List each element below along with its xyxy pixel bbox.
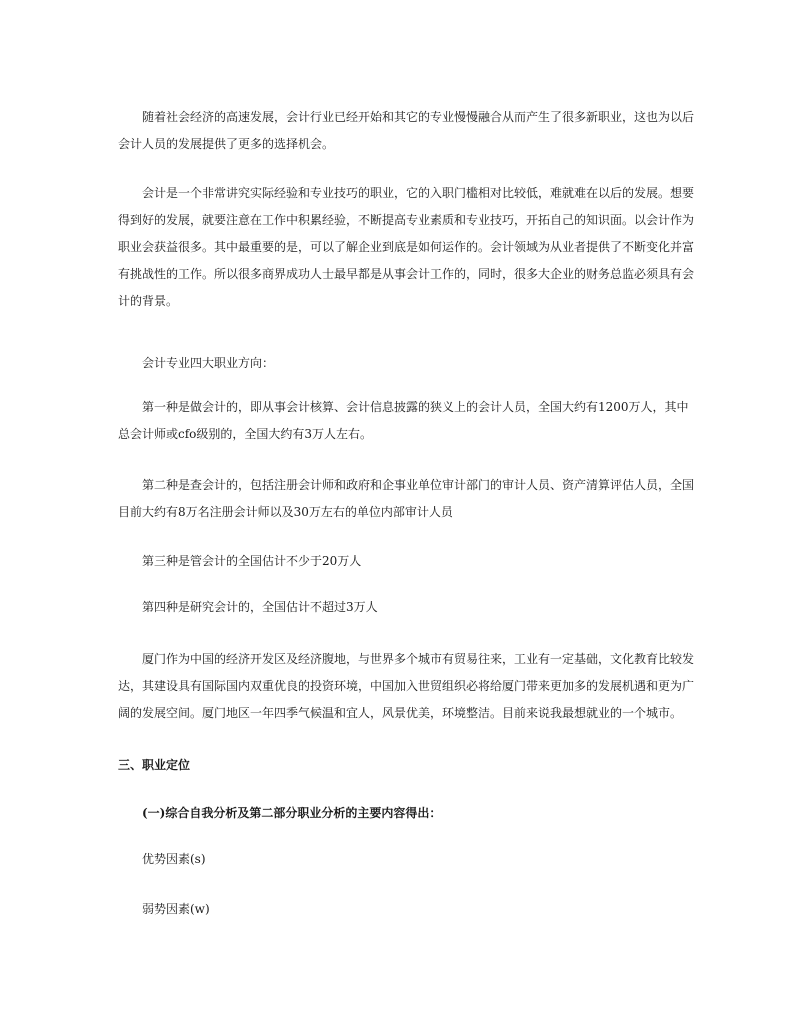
text-line: 会计是一个非常讲究实际经验和专业技巧的职业，它的入职门槛相对比较低，难就难在以后的发展。想要 (142, 186, 695, 200)
paragraph-accounting-career (118, 180, 695, 315)
paragraph-xiamen (118, 646, 695, 727)
section-heading-text: 三、职业定位 (118, 758, 191, 772)
text-line: 会计专业四大职业方向： (142, 356, 275, 370)
paragraph-direction-four (118, 594, 688, 621)
paragraph-industry-development (118, 104, 695, 158)
text-line: 厦门作为中国的经济开发区及经济腹地，与世界多个城市有贸易往来，工业有一定基础，文化教育比较发 (142, 652, 695, 666)
text-line: 随着社会经济的高速发展，会计行业已经开始和其它的专业慢慢融合从而产生了很多新职业，这也为以后 (142, 110, 695, 124)
paragraph-direction-three (118, 548, 688, 575)
list-item-text: 优势因素(s) (142, 852, 206, 866)
paragraph-direction-two (118, 472, 695, 526)
text-line: 计的背景。 (118, 294, 179, 308)
subheading (118, 800, 688, 827)
text-line: 达，其建设具有国际国内双重优良的投资环境，中国加入世贸组织必将给厦门带来更加多的发展机遇和更为广 (118, 679, 695, 693)
text-line: 职业会获益很多。其中最重要的是，可以了解企业到底是如何运作的。会计领域为从业者提供了不断变化并富 (118, 240, 695, 254)
list-item-weaknesses (118, 896, 688, 923)
text-line: 总会计师或cfo级别的，全国大约有3万人左右。 (118, 427, 373, 441)
paragraph-direction-one (118, 394, 688, 448)
section-heading (118, 752, 688, 779)
text-line: 阔的发展空间。厦门地区一年四季气候温和宜人，风景优美，环境整洁。目前来说我最想就业的一个城市。 (118, 706, 683, 720)
paragraph-four-directions (118, 350, 688, 377)
subheading-text: (一)综合自我分析及第二部分职业分析的主要内容得出： (142, 806, 442, 820)
list-item-strengths (118, 846, 688, 873)
text-line: 第三种是管会计的全国估计不少于20万人 (142, 554, 362, 568)
text-line: 有挑战性的工作。所以很多商界成功人士最早都是从事会计工作的，同时，很多大企业的财务总监必须具有会 (118, 267, 695, 281)
text-line: 第一种是做会计的，即从事会计核算、会计信息披露的狭义上的会计人员，全国大约有1200万人，其中 (142, 400, 689, 414)
text-line: 会计人员的发展提供了更多的选择机会。 (118, 137, 335, 151)
list-item-text: 弱势因素(w) (142, 902, 210, 916)
text-line: 得到好的发展，就要注意在工作中积累经验，不断提高专业素质和专业技巧，开拓自己的知识面。以会计作为 (118, 213, 695, 227)
text-line: 第二种是查会计的，包括注册会计师和政府和企事业单位审计部门的审计人员、资产清算评估人员，全国 (142, 478, 695, 492)
text-line: 目前大约有8万名注册会计师以及30万左右的单位内部审计人员 (118, 505, 453, 519)
text-line: 第四种是研究会计的，全国估计不超过3万人 (142, 600, 378, 614)
